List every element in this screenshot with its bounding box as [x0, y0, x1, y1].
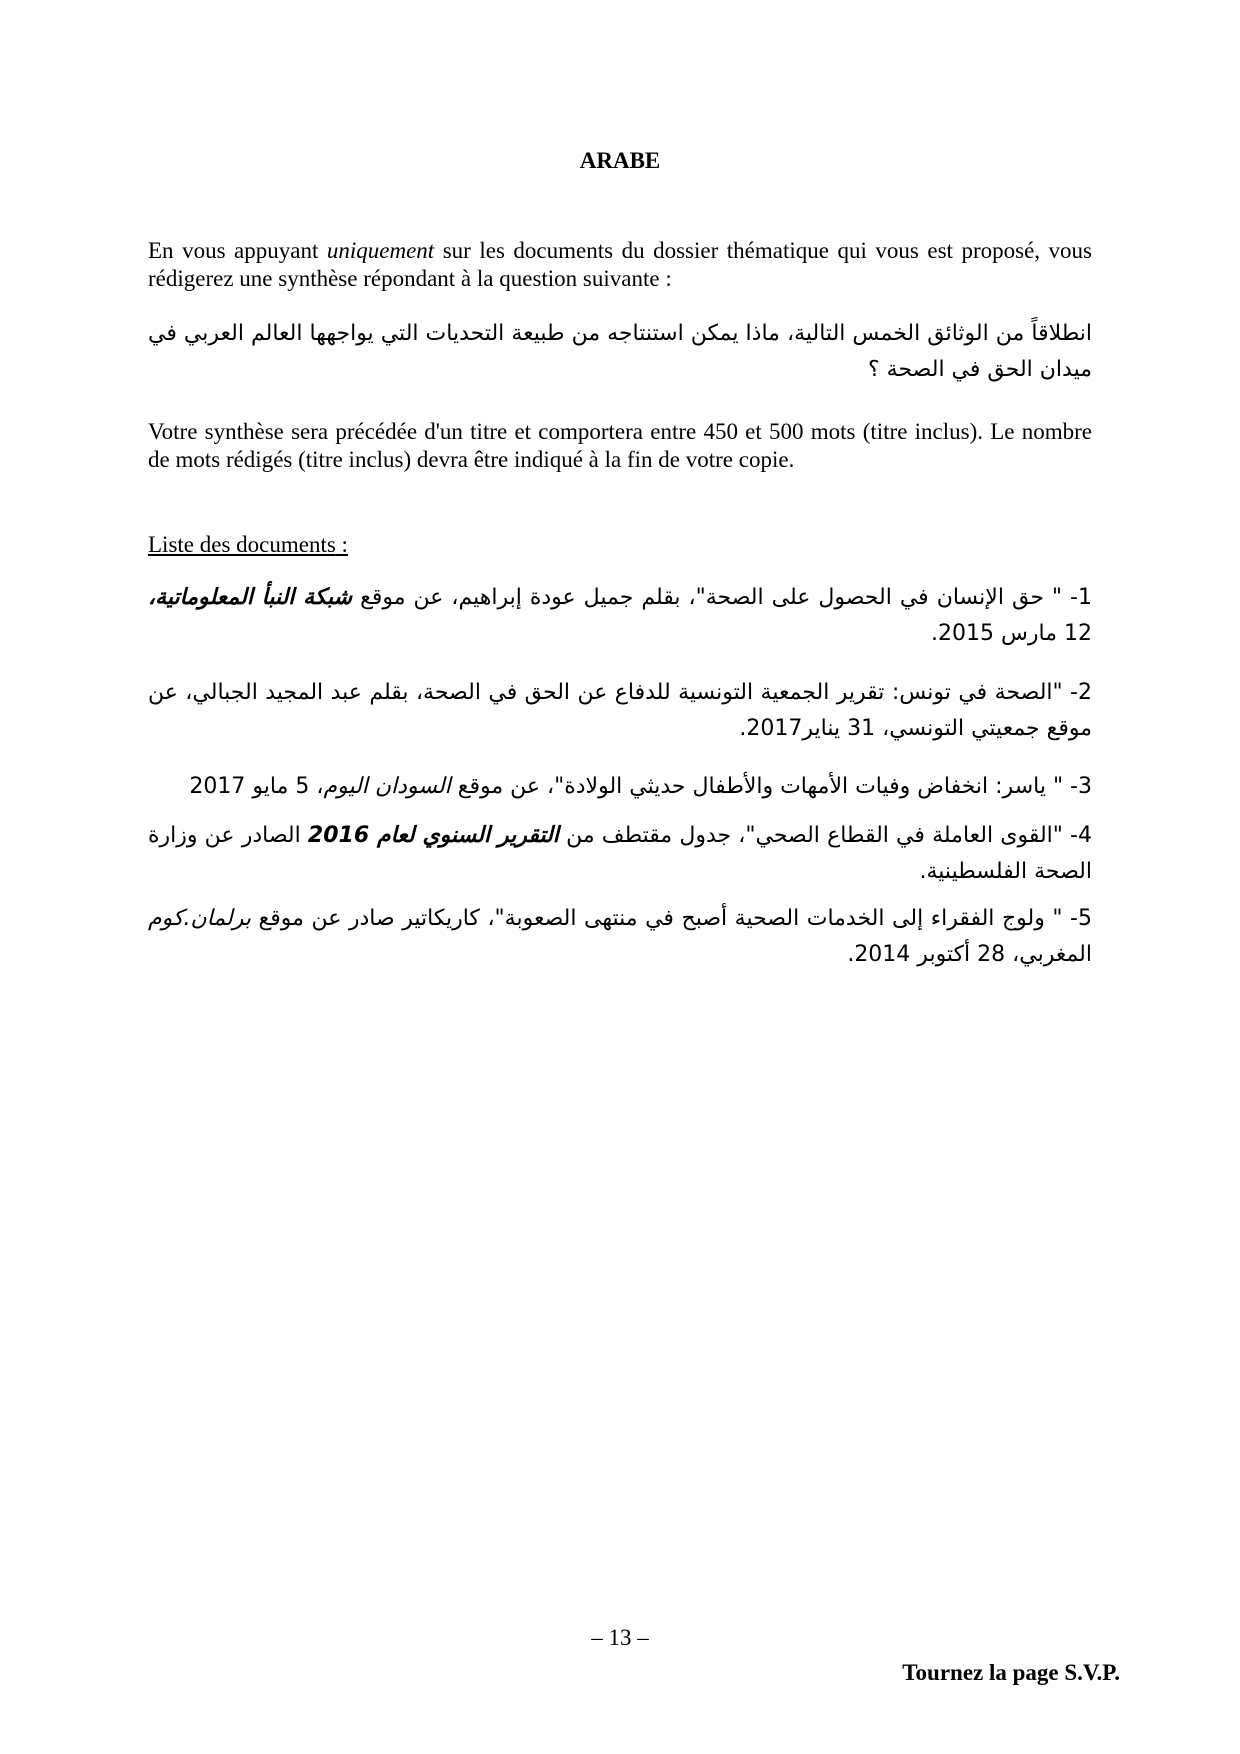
- document-item-3: [148, 769, 1092, 805]
- document-5-text: 5- " ولوج الفقراء إلى الخدمات الصحية أصبح في منتهى الصعوبة"، كاريكاتير صادر عن موقع: [251, 906, 1092, 931]
- intro-text-end: sur les documents du dossier thématique qui vous est proposé, vous rédigerez une synthèse répondant à la question suivante :: [148, 238, 1092, 291]
- page-number: – 13 –: [591, 1625, 649, 1650]
- synthesis-question: انطلاقاً من الوثائق الخمس التالية، ماذا يمكن استنتاجه من طبيعة التحديات التي يواجهها العالم العربي في ميدان الحق في الصحة ؟: [148, 321, 1092, 382]
- document-2-text: 2- "الصحة في تونس: تقرير الجمعية التونسية للدفاع عن الحق في الصحة، بقلم عبد المجيد الجبالي، عن موقع جمعيتي التونسي، 31 يناير2017.: [148, 680, 1092, 741]
- document-3-source: السودان اليوم: [323, 774, 451, 799]
- document-3-date: ، 5 مايو 2017: [189, 774, 324, 799]
- document-5-after: المغربي، 28 أكتوبر 2014.: [847, 942, 1092, 967]
- documents-list-heading-colon: :: [335, 532, 348, 557]
- document-3-text: 3- " ياسر: انخفاض وفيات الأمهات والأطفال حديثي الولادة"، عن موقع: [450, 774, 1092, 799]
- intro-emphasis: uniquement: [326, 238, 435, 263]
- document-1-text: 1- " حق الإنسان في الحصول على الصحة"، بقلم جميل عودة إبراهيم، عن موقع: [352, 585, 1092, 610]
- document-item-1: [148, 580, 1092, 652]
- documents-list-heading: [148, 532, 348, 558]
- document-1-source: شبكة النبأ المعلوماتية،: [148, 585, 353, 610]
- intro-text-start: En vous appuyant: [148, 238, 327, 263]
- document-4-after: الصادر عن وزارة الصحة الفلسطينية.: [148, 823, 1092, 884]
- document-item-2: [148, 675, 1092, 747]
- intro-paragraph: [148, 237, 1092, 293]
- page-title: ARABE: [579, 148, 661, 173]
- instructions-paragraph: Votre synthèse sera précédée d'un titre et comportera entre 450 et 500 mots (titre inclus). Le nombre de mots rédigés (titre inclus) devra être indiqué à la fin de votre copie.: [148, 419, 1092, 472]
- document-4-source: التقرير السنوي لعام 2016: [307, 823, 559, 848]
- turn-page-note: Tournez la page S.V.P.: [902, 1660, 1120, 1685]
- document-item-4: [148, 818, 1092, 890]
- document-item-5: [148, 901, 1092, 973]
- document-4-text: 4- "القوى العاملة في القطاع الصحي"، جدول مقتطف من: [558, 823, 1092, 848]
- document-5-source: برلمان.كوم: [148, 906, 251, 931]
- documents-list-heading-text: Liste des documents: [148, 532, 336, 557]
- document-1-date: 12 مارس 2015.: [931, 621, 1092, 646]
